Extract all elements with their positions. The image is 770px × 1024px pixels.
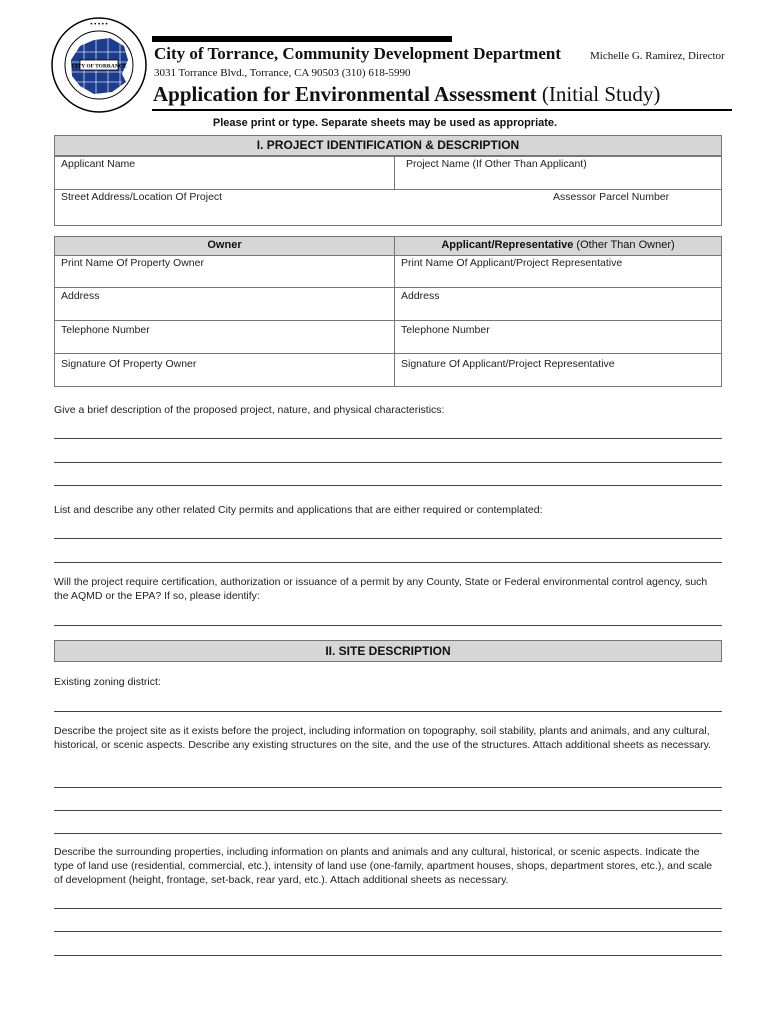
project-name-field[interactable]: Project Name (If Other Than Applicant) bbox=[406, 158, 587, 170]
department-address: 3031 Torrance Blvd., Torrance, CA 90503 (310) 618-5990 bbox=[154, 67, 411, 79]
answer-line[interactable] bbox=[54, 538, 722, 539]
city-seal-icon bbox=[50, 16, 148, 114]
parcel-number-field[interactable]: Assessor Parcel Number bbox=[553, 191, 670, 203]
applicant-name-field[interactable]: Applicant Name bbox=[61, 158, 136, 170]
owner-telephone-field[interactable]: Telephone Number bbox=[61, 324, 150, 336]
form-title-sub: (Initial Study) bbox=[541, 82, 661, 106]
answer-line[interactable] bbox=[54, 625, 722, 626]
owner-signature-field[interactable]: Signature Of Property Owner bbox=[61, 358, 197, 370]
representative-heading-note: (Other Than Owner) bbox=[573, 239, 675, 251]
form-title bbox=[153, 82, 660, 107]
representative-print-name-field[interactable]: Print Name Of Applicant/Project Representative bbox=[401, 257, 623, 269]
svg-text:• • • • •: • • • • • bbox=[90, 22, 108, 28]
answer-line[interactable] bbox=[54, 908, 722, 909]
owner-print-name-field[interactable]: Print Name Of Property Owner bbox=[61, 257, 204, 269]
answer-line[interactable] bbox=[54, 787, 722, 788]
seal-text: CITY OF TORRANCE bbox=[71, 63, 127, 70]
form-title-main: Application for Environmental Assessment bbox=[153, 82, 537, 106]
owner-address-field[interactable]: Address bbox=[61, 290, 100, 302]
instructions: Please print or type. Separate sheets may be used as appropriate. bbox=[212, 117, 558, 129]
representative-address-field[interactable]: Address bbox=[401, 290, 440, 302]
zoning-question: Existing zoning district: bbox=[54, 676, 161, 688]
header-bar bbox=[152, 36, 452, 42]
permits-question: List and describe any other related City permits and applications that are either required or contemplated: bbox=[54, 504, 543, 516]
answer-line[interactable] bbox=[54, 485, 722, 486]
title-underline bbox=[152, 109, 732, 111]
representative-signature-field[interactable]: Signature Of Applicant/Project Representative bbox=[401, 358, 615, 370]
answer-line[interactable] bbox=[54, 931, 722, 932]
representative-heading-main: Applicant/Representative bbox=[441, 239, 574, 251]
answer-line[interactable] bbox=[54, 810, 722, 811]
director-name: Michelle G. Ramirez, Director bbox=[590, 50, 725, 62]
department-name: City of Torrance, Community Development Department bbox=[154, 44, 561, 63]
answer-line[interactable] bbox=[54, 438, 722, 439]
section-1-heading: I. PROJECT IDENTIFICATION & DESCRIPTION bbox=[54, 135, 722, 156]
section-2-heading: II. SITE DESCRIPTION bbox=[54, 640, 722, 662]
project-description-question: Give a brief description of the proposed project, nature, and physical characteristics: bbox=[54, 404, 445, 416]
answer-line[interactable] bbox=[54, 711, 722, 712]
answer-line[interactable] bbox=[54, 462, 722, 463]
agency-question: Will the project require certification, authorization or issuance of a permit by any County, State or Federal environmental control agency, such the AQMD or the EPA? If so, please identify: bbox=[54, 576, 708, 602]
representative-telephone-field[interactable]: Telephone Number bbox=[401, 324, 490, 336]
answer-line[interactable] bbox=[54, 955, 722, 956]
surrounding-properties-question: Describe the surrounding properties, including information on plants and animals and any cultural, historical, or scenic aspects. Indicate the type of land use (residential, commercial, etc.), intensity of land use (one-family, apartment houses, shops, department stores, etc.), and scale of development (height, frontage, set-back, rear yard, etc.). Attach additional sheets as necessary. bbox=[54, 846, 713, 886]
street-address-field[interactable]: Street Address/Location Of Project bbox=[61, 191, 223, 203]
answer-line[interactable] bbox=[54, 562, 722, 563]
site-description-question: Describe the project site as it exists before the project, including information on topography, soil stability, plants and animals, and any cultural, historical, or scenic aspects. Describe any existing structures on the site, and the use of the structures. Attach additional sheets as necessary. bbox=[54, 725, 711, 751]
representative-heading bbox=[395, 239, 721, 251]
owner-heading: Owner bbox=[207, 239, 242, 251]
answer-line[interactable] bbox=[54, 833, 722, 834]
